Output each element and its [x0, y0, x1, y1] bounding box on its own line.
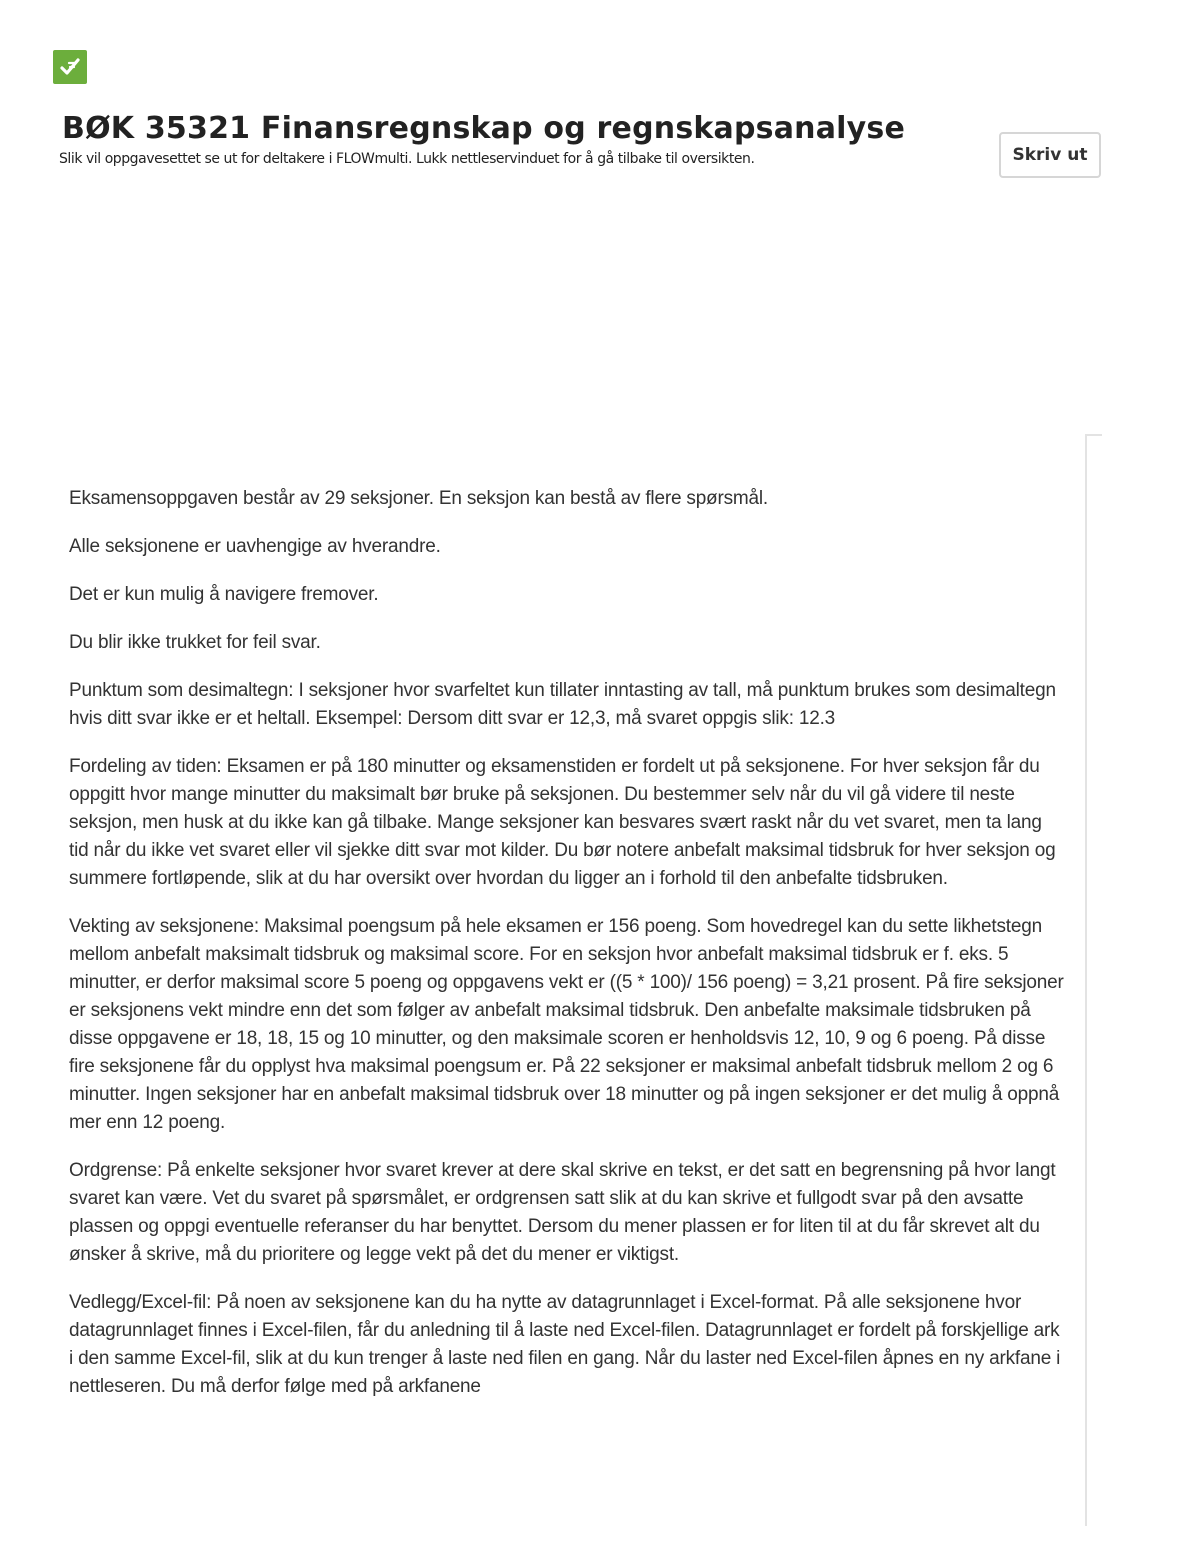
print-button[interactable]: Skriv ut	[999, 132, 1101, 178]
paragraph-weighting: Vekting av seksjonene: Maksimal poengsum på hele eksamen er 156 poeng. Som hovedregel kan du sette likhetstegn mellom anbefalt maksimalt tidsbruk og maksimal score. For en seksjon hvor anbefalt maksimal tidsbruk er f. eks. 5 minutter, er derfor maksimal score 5 poeng og oppgavens vekt er ((5 * 100)/ 156 poeng) = 3,21 prosent. På fire seksjoner er seksjonens vekt mindre enn det som følger av anbefalt maksimal tidsbruk. Den anbefalte maksimale tidsbruken på disse oppgavene er 18, 18, 15 og 10 minutter, og den maksimale scoren er henholdsvis 12, 10, 9 og 6 poeng. På disse fire seksjonene får du opplyst hva maksimal poengsum er. På 22 seksjoner er maksimal anbefalt tidsbruk mellom 2 og 6 minutter. Ingen seksjoner har en anbefalt maksimal tidsbruk over 18 minutter og på ingen seksjoner er det mulig å oppnå mer enn 12 poeng.	[69, 916, 1064, 1133]
paragraph-word-limit: Ordgrense: På enkelte seksjoner hvor svaret krever at dere skal skrive en tekst, er det satt en begrensning på hvor langt svaret kan være. Vet du svaret på spørsmålet, er ordgrensen satt slik at du kan skrive et fullgodt svar på den avsatte plassen og oppgi eventuelle referanser du har benyttet. Dersom du mener plassen er for liten til at du får skrevet alt du ønsker å skrive, må du prioritere og legge vekt på det du mener er viktigst.	[69, 1160, 1056, 1265]
paragraph-navigation: Det er kun mulig å navigere fremover.	[69, 584, 379, 605]
paragraph-sections: Eksamensoppgaven består av 29 seksjoner. En seksjon kan bestå av flere spørsmål.	[69, 488, 768, 509]
right-panel-border	[1085, 434, 1087, 1526]
flow-logo-glyph	[57, 54, 83, 80]
paragraph-no-penalty: Du blir ikke trukket for feil svar.	[69, 632, 321, 653]
page-title: BØK 35321 Finansregnskap og regnskapsanalyse	[62, 111, 905, 146]
paragraph-attachment: Vedlegg/Excel-fil: På noen av seksjonene kan du ha nytte av datagrunnlaget i Excel-format. På alle seksjonene hvor datagrunnlaget finnes i Excel-filen, får du anledning til å laste ned Excel-filen. Datagrunnlaget er fordelt på forskjellige ark i den samme Excel-fil, slik at du kun trenger å laste ned filen en gang. Når du laster ned Excel-filen åpnes en ny arkfane i nettleseren. Du må derfor følge med på arkfanene	[69, 1292, 1061, 1397]
page-subtitle: Slik vil oppgavesettet se ut for deltakere i FLOWmulti. Lukk nettleservinduet for å gå tilbake til oversikten.	[59, 151, 755, 167]
paragraph-decimal: Punktum som desimaltegn: I seksjoner hvor svarfeltet kun tillater inntasting av tall, må punktum brukes som desimaltegn hvis ditt svar ikke er et heltall. Eksempel: Dersom ditt svar er 12,3, må svaret oppgis slik: 12.3	[69, 680, 1056, 729]
paragraph-independent: Alle seksjonene er uavhengige av hverandre.	[69, 536, 441, 557]
right-panel-border-top	[1085, 434, 1102, 436]
paragraph-time: Fordeling av tiden: Eksamen er på 180 minutter og eksamenstiden er fordelt ut på seksjonene. For hver seksjon får du oppgitt hvor mange minutter du maksimalt bør bruke på seksjonen. Du bestemmer selv når du vil gå videre til neste seksjon, men husk at du ikke kan gå tilbake. Mange seksjoner kan besvares svært raskt når du vet svaret, men ta lang tid når du ikke vet svaret eller vil sjekke ditt svar mot kilder. Du bør notere anbefalt maksimal tidsbruk for hver seksjon og summere fortløpende, slik at du har oversikt over hvordan du ligger an i forhold til den anbefalte tidsbruken.	[69, 756, 1056, 889]
exam-instructions	[69, 485, 1064, 1421]
flow-logo-icon	[53, 50, 87, 84]
